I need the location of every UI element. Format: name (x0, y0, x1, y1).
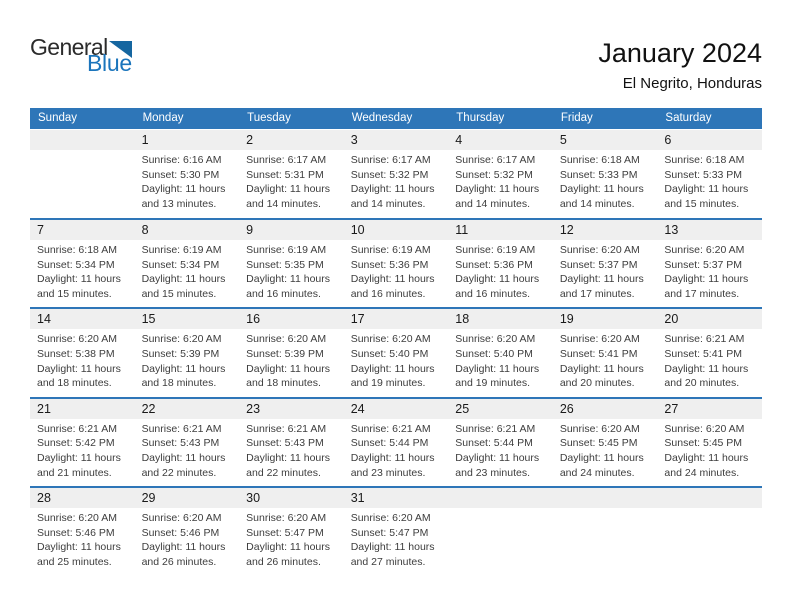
weekday-header-monday: Monday (142, 112, 184, 124)
sunrise-text: Sunrise: 6:18 AM (664, 154, 745, 166)
calendar-weeks (30, 130, 762, 576)
weekday-header-wednesday: Wednesday (351, 112, 413, 124)
sunset-text: Sunset: 5:36 PM (350, 258, 429, 271)
daylight-text: Daylight: 11 hours and 17 minutes. (664, 273, 749, 300)
daylight-text: Daylight: 11 hours and 16 minutes. (246, 273, 330, 300)
day-details (135, 150, 240, 217)
daylight-text: Daylight: 11 hours and 22 minutes. (141, 451, 226, 479)
day-number: 12 (553, 220, 658, 240)
day-cell-empty (30, 130, 135, 218)
day-details (657, 150, 762, 217)
day-number: 3 (344, 130, 449, 150)
daylight-text: Daylight: 11 hours and 24 minutes. (559, 451, 644, 479)
day-cell-empty (553, 488, 658, 575)
day-details (553, 240, 658, 307)
daylight-text: Daylight: 11 hours and 20 minutes. (664, 362, 749, 390)
daylight-text: Daylight: 11 hours and 20 minutes. (559, 362, 644, 390)
day-details (135, 419, 240, 486)
day-cell-empty (657, 488, 762, 575)
sunset-text: Sunset: 5:44 PM (455, 437, 533, 450)
daylight-text: Daylight: 11 hours and 16 minutes. (455, 273, 540, 300)
sunset-text: Sunset: 5:47 PM (246, 526, 324, 539)
daylight-text: Daylight: 11 hours and 19 minutes. (350, 362, 435, 390)
sunrise-text: Sunrise: 6:19 AM (455, 244, 536, 256)
sunrise-text: Sunrise: 6:20 AM (246, 512, 327, 525)
sunrise-text: Sunrise: 6:20 AM (246, 333, 327, 346)
day-cell-1 (135, 130, 240, 218)
day-number: 8 (135, 220, 240, 240)
day-details (553, 419, 658, 486)
weekday-header-saturday: Saturday (665, 112, 712, 124)
daylight-text: Daylight: 11 hours and 18 minutes. (37, 362, 121, 390)
day-details (344, 240, 449, 307)
day-cell-19 (553, 309, 658, 396)
sunrise-text: Sunrise: 6:19 AM (350, 244, 431, 256)
day-details (239, 240, 344, 307)
sunrise-text: Sunrise: 6:20 AM (664, 244, 745, 256)
weekday-header-sunday: Sunday (38, 112, 78, 124)
day-cell-27 (657, 399, 762, 486)
daylight-text: Daylight: 11 hours and 15 minutes. (141, 273, 226, 300)
day-cell-9 (239, 220, 344, 307)
day-number: 5 (553, 130, 658, 150)
daylight-text: Daylight: 11 hours and 24 minutes. (664, 451, 749, 479)
sunset-text: Sunset: 5:41 PM (559, 347, 638, 360)
day-number: 23 (239, 399, 344, 419)
day-details (657, 329, 762, 396)
day-cell-16 (239, 309, 344, 396)
daylight-text: Daylight: 11 hours and 14 minutes. (350, 183, 435, 210)
day-number: 24 (344, 399, 449, 419)
sunrise-text: Sunrise: 6:21 AM (455, 422, 536, 435)
day-cell-30 (239, 488, 344, 575)
day-cell-22 (135, 399, 240, 486)
day-number: 1 (135, 130, 240, 150)
day-cell-10 (344, 220, 449, 307)
day-cell-25 (448, 399, 553, 486)
sunset-text: Sunset: 5:33 PM (664, 168, 743, 181)
sunrise-text: Sunrise: 6:20 AM (37, 333, 117, 346)
sunset-text: Sunset: 5:47 PM (350, 526, 429, 539)
day-cell-17 (344, 309, 449, 396)
day-number: 17 (344, 309, 449, 329)
week-row-2 (30, 218, 762, 307)
day-details (344, 329, 449, 396)
daylight-text: Daylight: 11 hours and 23 minutes. (350, 451, 435, 479)
day-cell-26 (553, 399, 658, 486)
weekday-header-tuesday: Tuesday (247, 112, 291, 124)
day-cell-23 (239, 399, 344, 486)
sunrise-text: Sunrise: 6:18 AM (37, 244, 117, 256)
day-cell-28 (30, 488, 135, 575)
day-cell-18 (448, 309, 553, 396)
day-details (239, 419, 344, 486)
day-number: 7 (30, 220, 135, 240)
sunset-text: Sunset: 5:35 PM (246, 258, 324, 271)
daylight-text: Daylight: 11 hours and 14 minutes. (559, 183, 644, 210)
sunset-text: Sunset: 5:33 PM (559, 168, 638, 181)
sunrise-text: Sunrise: 6:21 AM (350, 422, 431, 435)
day-details (30, 240, 135, 307)
sunset-text: Sunset: 5:42 PM (37, 437, 115, 450)
sunrise-text: Sunrise: 6:20 AM (350, 512, 431, 525)
day-number (448, 488, 553, 508)
sunrise-text: Sunrise: 6:19 AM (141, 244, 222, 256)
day-number: 18 (448, 309, 553, 329)
day-details (344, 508, 449, 575)
sunset-text: Sunset: 5:32 PM (455, 168, 533, 181)
day-details (657, 419, 762, 486)
day-number: 26 (553, 399, 658, 419)
page-subtitle: El Negrito, Honduras (622, 75, 762, 92)
day-number: 10 (344, 220, 449, 240)
sunrise-text: Sunrise: 6:20 AM (455, 333, 536, 346)
week-row-1 (30, 130, 762, 218)
day-details (135, 240, 240, 307)
day-details (135, 508, 240, 575)
day-cell-12 (553, 220, 658, 307)
daylight-text: Daylight: 11 hours and 19 minutes. (455, 362, 540, 390)
daylight-text: Daylight: 11 hours and 25 minutes. (37, 541, 121, 568)
sunrise-text: Sunrise: 6:17 AM (246, 154, 327, 166)
daylight-text: Daylight: 11 hours and 15 minutes. (664, 183, 749, 210)
day-cell-31 (344, 488, 449, 575)
sunrise-text: Sunrise: 6:21 AM (141, 422, 222, 435)
day-cell-24 (344, 399, 449, 486)
day-cell-empty (448, 488, 553, 575)
sunset-text: Sunset: 5:45 PM (559, 437, 638, 450)
day-number (30, 130, 135, 150)
day-details (448, 419, 553, 486)
daylight-text: Daylight: 11 hours and 27 minutes. (350, 541, 435, 568)
day-number: 31 (344, 488, 449, 508)
sunrise-text: Sunrise: 6:20 AM (141, 333, 222, 346)
day-cell-14 (30, 309, 135, 396)
day-number: 25 (448, 399, 553, 419)
sunrise-text: Sunrise: 6:20 AM (141, 512, 222, 525)
day-details (553, 150, 658, 217)
day-details (239, 150, 344, 217)
daylight-text: Daylight: 11 hours and 26 minutes. (246, 541, 330, 568)
day-details (239, 329, 344, 396)
day-cell-3 (344, 130, 449, 218)
day-number: 14 (30, 309, 135, 329)
day-cell-4 (448, 130, 553, 218)
sunset-text: Sunset: 5:30 PM (141, 168, 220, 181)
sunrise-text: Sunrise: 6:18 AM (559, 154, 640, 166)
day-number (657, 488, 762, 508)
day-cell-5 (553, 130, 658, 218)
sunset-text: Sunset: 5:38 PM (37, 347, 115, 360)
sunset-text: Sunset: 5:39 PM (246, 347, 324, 360)
sunset-text: Sunset: 5:34 PM (37, 258, 115, 271)
sunset-text: Sunset: 5:40 PM (350, 347, 429, 360)
sunrise-text: Sunrise: 6:21 AM (246, 422, 327, 435)
logo-text-blue: Blue (87, 50, 132, 76)
sunset-text: Sunset: 5:46 PM (141, 526, 220, 539)
day-details (239, 508, 344, 575)
sunset-text: Sunset: 5:37 PM (664, 258, 743, 271)
page-title: January 2024 (598, 38, 762, 68)
daylight-text: Daylight: 11 hours and 18 minutes. (246, 362, 330, 390)
day-number: 4 (448, 130, 553, 150)
sunset-text: Sunset: 5:34 PM (141, 258, 220, 271)
daylight-text: Daylight: 11 hours and 16 minutes. (350, 273, 435, 300)
day-number: 22 (135, 399, 240, 419)
sunset-text: Sunset: 5:41 PM (664, 347, 743, 360)
day-cell-15 (135, 309, 240, 396)
day-number: 27 (657, 399, 762, 419)
sunrise-text: Sunrise: 6:21 AM (37, 422, 117, 435)
sunset-text: Sunset: 5:32 PM (350, 168, 429, 181)
sunrise-text: Sunrise: 6:19 AM (246, 244, 327, 256)
calendar (30, 108, 762, 576)
title-block (598, 36, 762, 92)
daylight-text: Daylight: 11 hours and 15 minutes. (37, 273, 121, 300)
day-details (30, 508, 135, 575)
day-number: 20 (657, 309, 762, 329)
day-cell-21 (30, 399, 135, 486)
day-details (344, 419, 449, 486)
day-cell-7 (30, 220, 135, 307)
day-number: 11 (448, 220, 553, 240)
day-details (30, 329, 135, 396)
daylight-text: Daylight: 11 hours and 14 minutes. (246, 183, 330, 210)
daylight-text: Daylight: 11 hours and 26 minutes. (141, 541, 226, 568)
day-details (448, 329, 553, 396)
day-number: 2 (239, 130, 344, 150)
daylight-text: Daylight: 11 hours and 17 minutes. (559, 273, 644, 300)
day-cell-29 (135, 488, 240, 575)
sunrise-text: Sunrise: 6:20 AM (559, 333, 640, 346)
sunrise-text: Sunrise: 6:20 AM (350, 333, 431, 346)
sunrise-text: Sunrise: 6:17 AM (350, 154, 431, 166)
general-blue-logo (30, 36, 132, 75)
sunset-text: Sunset: 5:44 PM (350, 437, 429, 450)
day-cell-2 (239, 130, 344, 218)
sunrise-text: Sunrise: 6:20 AM (37, 512, 117, 525)
sunset-text: Sunset: 5:46 PM (37, 526, 115, 539)
sunset-text: Sunset: 5:31 PM (246, 168, 324, 181)
day-number: 21 (30, 399, 135, 419)
day-number (553, 488, 658, 508)
day-details (553, 329, 658, 396)
day-number: 6 (657, 130, 762, 150)
sunrise-text: Sunrise: 6:20 AM (559, 244, 640, 256)
day-number: 13 (657, 220, 762, 240)
day-number: 15 (135, 309, 240, 329)
sunrise-text: Sunrise: 6:21 AM (664, 333, 745, 346)
day-number: 9 (239, 220, 344, 240)
day-details (344, 150, 449, 217)
sunset-text: Sunset: 5:39 PM (141, 347, 220, 360)
sunrise-text: Sunrise: 6:20 AM (664, 422, 745, 435)
day-number: 29 (135, 488, 240, 508)
daylight-text: Daylight: 11 hours and 14 minutes. (455, 183, 540, 210)
day-cell-13 (657, 220, 762, 307)
page-header (30, 0, 762, 92)
sunset-text: Sunset: 5:36 PM (455, 258, 533, 271)
daylight-text: Daylight: 11 hours and 18 minutes. (141, 362, 226, 390)
weekday-header-row (30, 108, 762, 129)
sunrise-text: Sunrise: 6:20 AM (559, 422, 640, 435)
week-row-5 (30, 486, 762, 575)
sunrise-text: Sunrise: 6:16 AM (141, 154, 222, 166)
sunrise-text: Sunrise: 6:17 AM (455, 154, 536, 166)
sunset-text: Sunset: 5:45 PM (664, 437, 743, 450)
day-details (657, 240, 762, 307)
daylight-text: Daylight: 11 hours and 23 minutes. (455, 451, 540, 479)
week-row-3 (30, 307, 762, 396)
day-cell-11 (448, 220, 553, 307)
day-details (448, 240, 553, 307)
day-cell-8 (135, 220, 240, 307)
day-number: 30 (239, 488, 344, 508)
day-details (135, 329, 240, 396)
week-row-4 (30, 397, 762, 486)
sunset-text: Sunset: 5:43 PM (246, 437, 324, 450)
logo-text-general: General (30, 34, 108, 60)
day-number: 28 (30, 488, 135, 508)
day-details (448, 150, 553, 217)
sunset-text: Sunset: 5:40 PM (455, 347, 533, 360)
day-details (30, 419, 135, 486)
daylight-text: Daylight: 11 hours and 21 minutes. (37, 451, 121, 479)
weekday-header-thursday: Thursday (456, 112, 505, 124)
day-cell-6 (657, 130, 762, 218)
sunset-text: Sunset: 5:43 PM (141, 437, 220, 450)
day-cell-20 (657, 309, 762, 396)
daylight-text: Daylight: 11 hours and 13 minutes. (141, 183, 226, 210)
daylight-text: Daylight: 11 hours and 22 minutes. (246, 451, 330, 479)
day-number: 16 (239, 309, 344, 329)
weekday-header-friday: Friday (560, 112, 593, 124)
sunset-text: Sunset: 5:37 PM (559, 258, 638, 271)
day-number: 19 (553, 309, 658, 329)
